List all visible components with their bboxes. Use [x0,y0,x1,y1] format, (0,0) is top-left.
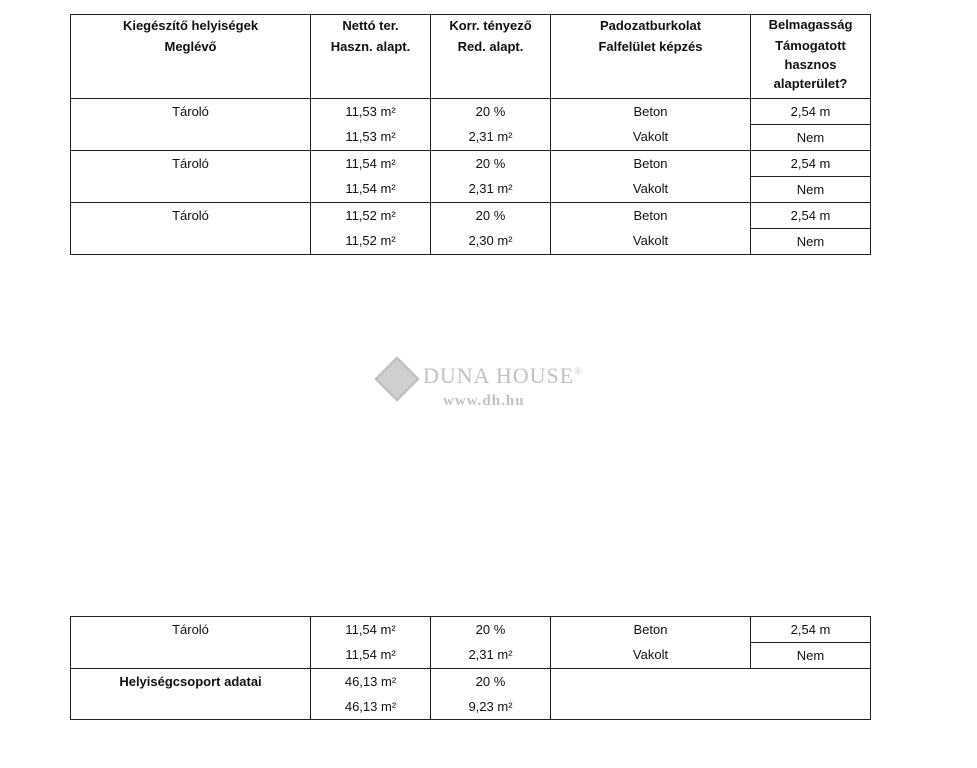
room-name: Tároló [71,203,311,255]
summary-factor: 20 % 9,23 m² [431,669,551,720]
summary-net-area: 46,13 m² 46,13 m² [311,669,431,720]
height: 2,54 m Nem [751,617,871,669]
net-area: 11,53 m² 11,53 m² [311,99,431,151]
duna-house-watermark [375,355,615,415]
summary-empty-cell [551,669,871,720]
surface: Beton Vakolt [551,99,751,151]
header-col-factor: Korr. tényező Red. alapt. [431,15,551,99]
surface: Beton Vakolt [551,151,751,203]
net-area: 11,52 m² 11,52 m² [311,203,431,255]
table-row [71,617,871,669]
height: 2,54 m Nem [751,99,871,151]
factor: 20 % 2,31 m² [431,617,551,669]
table-row [71,151,871,203]
duna-house-logo-icon [374,356,419,401]
room-name: Tároló [71,99,311,151]
header-col-height: Belmagasság Támogatott hasznos alapterület? [751,15,871,99]
watermark-brand: DUNA HOUSE® [423,363,583,388]
room-name: Tároló [71,617,311,669]
factor: 20 % 2,31 m² [431,99,551,151]
height: 2,54 m Nem [751,151,871,203]
room-name: Tároló [71,151,311,203]
surface: Beton Vakolt [551,203,751,255]
table-header-row [71,15,871,99]
rooms-table-top [70,14,871,255]
height: 2,54 m Nem [751,203,871,255]
table-row [71,99,871,151]
watermark-url: www.dh.hu [443,393,525,409]
net-area: 11,54 m² 11,54 m² [311,617,431,669]
summary-row [71,669,871,720]
net-area: 11,54 m² 11,54 m² [311,151,431,203]
rooms-table-bottom [70,616,871,720]
header-col-net-area: Nettó ter. Haszn. alapt. [311,15,431,99]
header-col-floor: Padozatburkolat Falfelület képzés [551,15,751,99]
factor: 20 % 2,31 m² [431,151,551,203]
factor: 20 % 2,30 m² [431,203,551,255]
table-row [71,203,871,255]
header-col-room: Kiegészítő helyiségek Meglévő [71,15,311,99]
surface: Beton Vakolt [551,617,751,669]
summary-label: Helyiségcsoport adatai [71,669,311,720]
